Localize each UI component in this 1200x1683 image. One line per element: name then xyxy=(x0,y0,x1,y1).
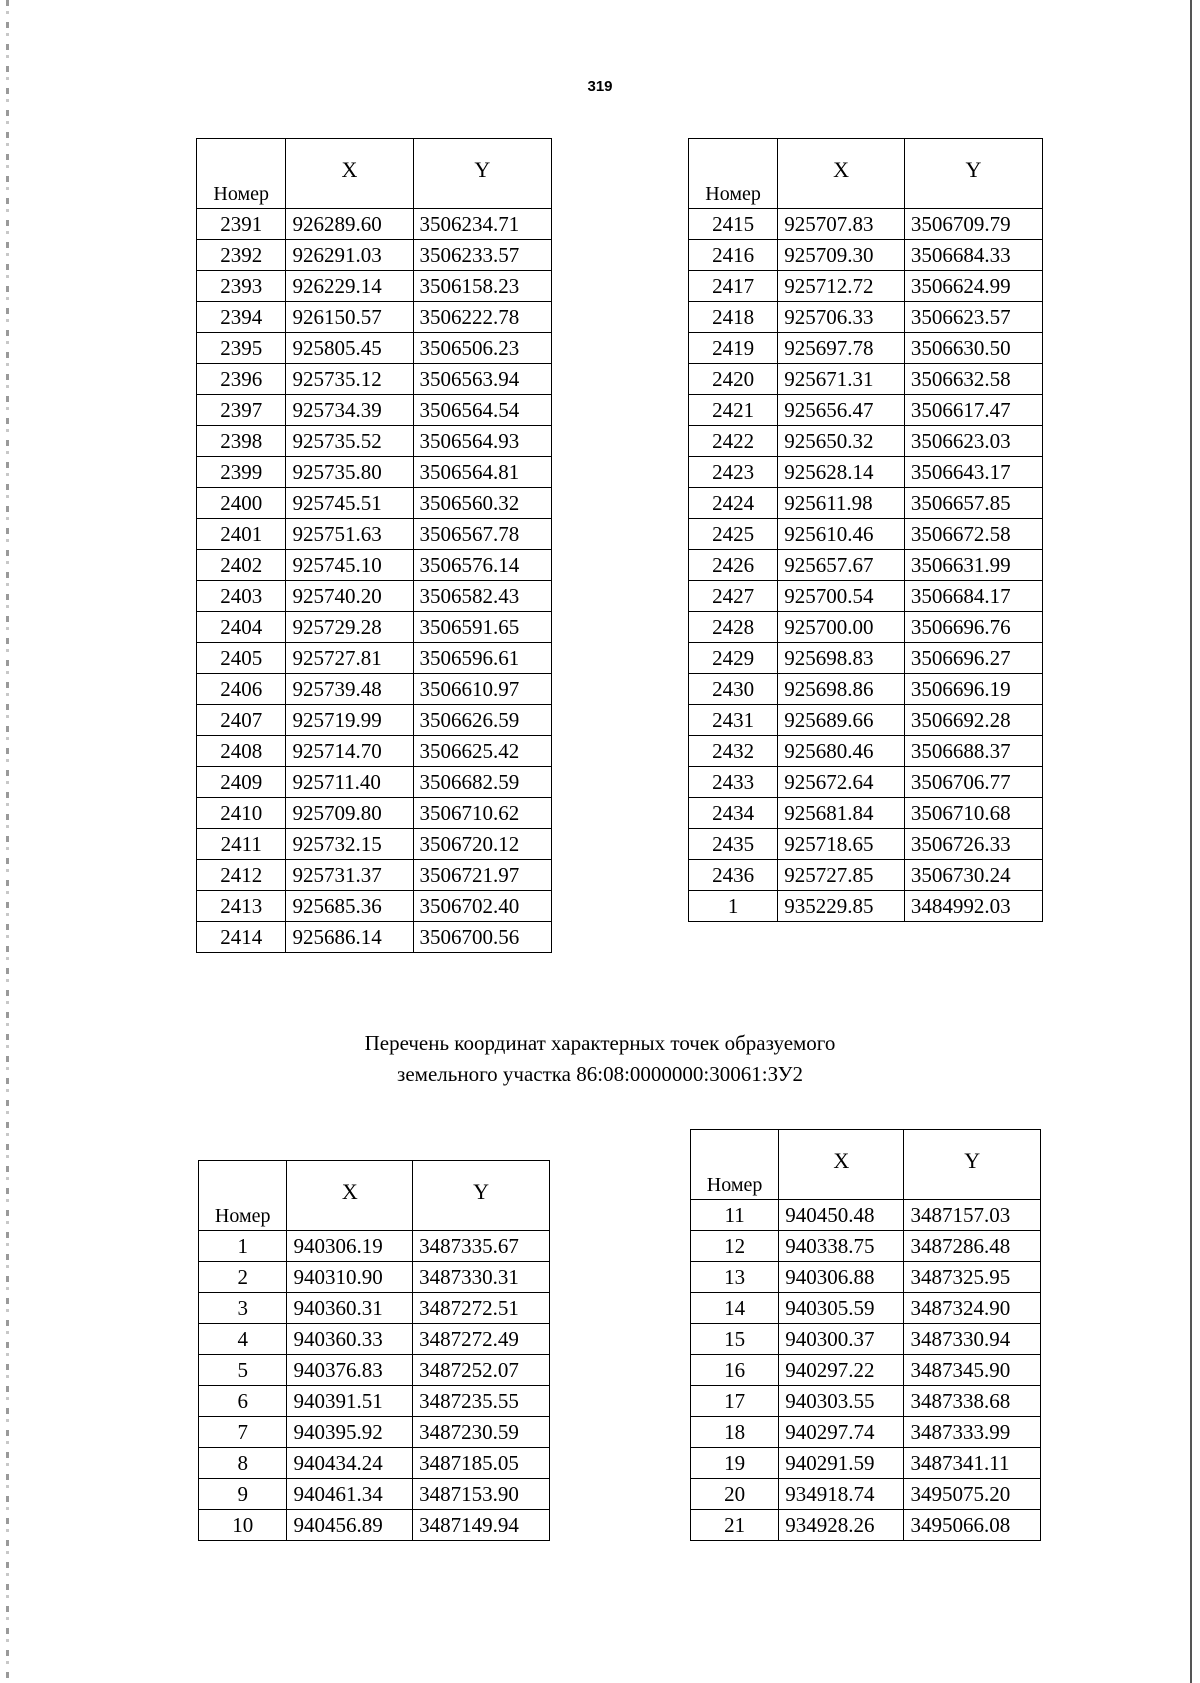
x-coordinate-cell: 925709.80 xyxy=(286,798,413,829)
point-number-cell: 20 xyxy=(691,1479,779,1510)
x-coordinate-cell: 926229.14 xyxy=(286,271,413,302)
x-coordinate-cell: 940297.74 xyxy=(779,1417,904,1448)
point-number-cell: 2396 xyxy=(197,364,286,395)
y-coordinate-cell: 3506563.94 xyxy=(413,364,551,395)
x-coordinate-cell: 925714.70 xyxy=(286,736,413,767)
y-coordinate-cell: 3506672.58 xyxy=(904,519,1042,550)
y-coordinate-cell: 3506576.14 xyxy=(413,550,551,581)
y-coordinate-cell: 3506610.97 xyxy=(413,674,551,705)
y-coordinate-cell: 3506657.85 xyxy=(904,488,1042,519)
point-number-cell: 2420 xyxy=(689,364,778,395)
table-header-row xyxy=(197,139,552,209)
x-coordinate-cell: 925729.28 xyxy=(286,612,413,643)
y-coordinate-cell: 3506730.24 xyxy=(904,860,1042,891)
x-coordinate-cell: 940450.48 xyxy=(779,1200,904,1231)
x-coordinate-cell: 940291.59 xyxy=(779,1448,904,1479)
page-number: 319 xyxy=(587,78,613,95)
table-row xyxy=(689,581,1043,612)
table-row xyxy=(197,798,552,829)
x-coordinate-cell: 940360.31 xyxy=(287,1293,413,1324)
point-number-cell: 2430 xyxy=(689,674,778,705)
y-coordinate-cell: 3506591.65 xyxy=(413,612,551,643)
table-row xyxy=(199,1262,550,1293)
x-coordinate-cell: 925628.14 xyxy=(778,457,905,488)
table-row xyxy=(197,891,552,922)
x-coordinate-cell: 925650.32 xyxy=(778,426,905,457)
table-row xyxy=(689,550,1043,581)
x-coordinate-cell: 925718.65 xyxy=(778,829,905,860)
x-coordinate-cell: 925672.64 xyxy=(778,767,905,798)
y-coordinate-cell: 3506721.97 xyxy=(413,860,551,891)
table-row xyxy=(689,705,1043,736)
table-row xyxy=(691,1324,1041,1355)
table-row xyxy=(689,736,1043,767)
point-number-cell: 11 xyxy=(691,1200,779,1231)
x-coordinate-cell: 940303.55 xyxy=(779,1386,904,1417)
table-row xyxy=(197,767,552,798)
point-number-cell: 5 xyxy=(199,1355,287,1386)
point-number-cell: 2419 xyxy=(689,333,778,364)
table-row xyxy=(199,1386,550,1417)
point-number-cell: 2397 xyxy=(197,395,286,426)
table-row xyxy=(199,1479,550,1510)
y-coordinate-cell: 3506624.99 xyxy=(904,271,1042,302)
y-coordinate-cell: 3487330.94 xyxy=(904,1324,1041,1355)
point-number-cell: 6 xyxy=(199,1386,287,1417)
table-row xyxy=(197,271,552,302)
header-number: Номер xyxy=(199,1161,287,1231)
x-coordinate-cell: 940305.59 xyxy=(779,1293,904,1324)
header-number: Номер xyxy=(691,1130,779,1200)
table-row xyxy=(199,1293,550,1324)
point-number-cell: 1 xyxy=(199,1231,287,1262)
table-header-row xyxy=(199,1161,550,1231)
x-coordinate-cell: 940300.37 xyxy=(779,1324,904,1355)
y-coordinate-cell: 3506506.23 xyxy=(413,333,551,364)
x-coordinate-cell: 925731.37 xyxy=(286,860,413,891)
table-row xyxy=(197,364,552,395)
table-row xyxy=(689,271,1043,302)
y-coordinate-cell: 3487338.68 xyxy=(904,1386,1041,1417)
point-number-cell: 14 xyxy=(691,1293,779,1324)
caption-line-1: Перечень координат характерных точек образуемого xyxy=(364,1031,836,1055)
x-coordinate-cell: 925751.63 xyxy=(286,519,413,550)
point-number-cell: 15 xyxy=(691,1324,779,1355)
scan-edge-right xyxy=(1190,0,1192,1683)
point-number-cell: 2434 xyxy=(689,798,778,829)
y-coordinate-cell: 3506632.58 xyxy=(904,364,1042,395)
y-coordinate-cell: 3506684.17 xyxy=(904,581,1042,612)
table-row xyxy=(197,581,552,612)
x-coordinate-cell: 925709.30 xyxy=(778,240,905,271)
point-number-cell: 2411 xyxy=(197,829,286,860)
point-number-cell: 2399 xyxy=(197,457,286,488)
x-coordinate-cell: 926289.60 xyxy=(286,209,413,240)
y-coordinate-cell: 3487235.55 xyxy=(413,1386,550,1417)
table-row xyxy=(197,333,552,364)
table-row xyxy=(199,1324,550,1355)
x-coordinate-cell: 925745.10 xyxy=(286,550,413,581)
table-row xyxy=(689,209,1043,240)
point-number-cell: 2404 xyxy=(197,612,286,643)
x-coordinate-cell: 925698.83 xyxy=(778,643,905,674)
y-coordinate-cell: 3506643.17 xyxy=(904,457,1042,488)
point-number-cell: 2402 xyxy=(197,550,286,581)
table-row xyxy=(691,1355,1041,1386)
y-coordinate-cell: 3487149.94 xyxy=(413,1510,550,1541)
table-row xyxy=(689,674,1043,705)
point-number-cell: 2428 xyxy=(689,612,778,643)
y-coordinate-cell: 3495075.20 xyxy=(904,1479,1041,1510)
y-coordinate-cell: 3506596.61 xyxy=(413,643,551,674)
point-number-cell: 13 xyxy=(691,1262,779,1293)
table-row xyxy=(689,395,1043,426)
y-coordinate-cell: 3506682.59 xyxy=(413,767,551,798)
y-coordinate-cell: 3506706.77 xyxy=(904,767,1042,798)
table-row xyxy=(689,829,1043,860)
table-row xyxy=(197,302,552,333)
point-number-cell: 18 xyxy=(691,1417,779,1448)
y-coordinate-cell: 3506233.57 xyxy=(413,240,551,271)
point-number-cell: 2435 xyxy=(689,829,778,860)
point-number-cell: 8 xyxy=(199,1448,287,1479)
coordinates-table-top-right xyxy=(688,138,1043,922)
x-coordinate-cell: 925700.54 xyxy=(778,581,905,612)
x-coordinate-cell: 925727.81 xyxy=(286,643,413,674)
x-coordinate-cell: 925735.52 xyxy=(286,426,413,457)
y-coordinate-cell: 3506625.42 xyxy=(413,736,551,767)
y-coordinate-cell: 3506684.33 xyxy=(904,240,1042,271)
point-number-cell: 1 xyxy=(689,891,778,922)
y-coordinate-cell: 3506630.50 xyxy=(904,333,1042,364)
point-number-cell: 2413 xyxy=(197,891,286,922)
point-number-cell: 19 xyxy=(691,1448,779,1479)
y-coordinate-cell: 3506700.56 xyxy=(413,922,551,953)
table-row xyxy=(691,1200,1041,1231)
table-row xyxy=(197,922,552,953)
point-number-cell: 2431 xyxy=(689,705,778,736)
point-number-cell: 2395 xyxy=(197,333,286,364)
table-row xyxy=(689,860,1043,891)
table-row xyxy=(691,1417,1041,1448)
table-row xyxy=(197,519,552,550)
coordinates-table-bottom-left xyxy=(198,1160,550,1541)
x-coordinate-cell: 934928.26 xyxy=(779,1510,904,1541)
header-y: Y xyxy=(413,1161,550,1231)
point-number-cell: 16 xyxy=(691,1355,779,1386)
point-number-cell: 2422 xyxy=(689,426,778,457)
x-coordinate-cell: 925686.14 xyxy=(286,922,413,953)
y-coordinate-cell: 3487272.51 xyxy=(413,1293,550,1324)
y-coordinate-cell: 3506710.68 xyxy=(904,798,1042,829)
table-row xyxy=(689,798,1043,829)
y-coordinate-cell: 3506564.93 xyxy=(413,426,551,457)
y-coordinate-cell: 3487153.90 xyxy=(413,1479,550,1510)
x-coordinate-cell: 940360.33 xyxy=(287,1324,413,1355)
coordinates-table-top-left xyxy=(196,138,552,953)
y-coordinate-cell: 3506688.37 xyxy=(904,736,1042,767)
point-number-cell: 2392 xyxy=(197,240,286,271)
table-row xyxy=(689,333,1043,364)
y-coordinate-cell: 3506560.32 xyxy=(413,488,551,519)
point-number-cell: 9 xyxy=(199,1479,287,1510)
point-number-cell: 2407 xyxy=(197,705,286,736)
table-row xyxy=(689,612,1043,643)
section-caption xyxy=(0,1028,1200,1090)
table-row xyxy=(689,302,1043,333)
x-coordinate-cell: 925697.78 xyxy=(778,333,905,364)
x-coordinate-cell: 940297.22 xyxy=(779,1355,904,1386)
table-row xyxy=(197,674,552,705)
point-number-cell: 2418 xyxy=(689,302,778,333)
point-number-cell: 2425 xyxy=(689,519,778,550)
y-coordinate-cell: 3484992.03 xyxy=(904,891,1042,922)
y-coordinate-cell: 3487345.90 xyxy=(904,1355,1041,1386)
y-coordinate-cell: 3487286.48 xyxy=(904,1231,1041,1262)
y-coordinate-cell: 3506702.40 xyxy=(413,891,551,922)
x-coordinate-cell: 925610.46 xyxy=(778,519,905,550)
x-coordinate-cell: 926291.03 xyxy=(286,240,413,271)
x-coordinate-cell: 925671.31 xyxy=(778,364,905,395)
point-number-cell: 2403 xyxy=(197,581,286,612)
table-row xyxy=(197,612,552,643)
y-coordinate-cell: 3506158.23 xyxy=(413,271,551,302)
point-number-cell: 2405 xyxy=(197,643,286,674)
table-row xyxy=(691,1262,1041,1293)
y-coordinate-cell: 3487325.95 xyxy=(904,1262,1041,1293)
table-row xyxy=(689,426,1043,457)
x-coordinate-cell: 940306.19 xyxy=(287,1231,413,1262)
x-coordinate-cell: 925727.85 xyxy=(778,860,905,891)
point-number-cell: 2401 xyxy=(197,519,286,550)
x-coordinate-cell: 925656.47 xyxy=(778,395,905,426)
x-coordinate-cell: 940395.92 xyxy=(287,1417,413,1448)
header-number: Номер xyxy=(689,139,778,209)
point-number-cell: 21 xyxy=(691,1510,779,1541)
point-number-cell: 2423 xyxy=(689,457,778,488)
y-coordinate-cell: 3506222.78 xyxy=(413,302,551,333)
point-number-cell: 12 xyxy=(691,1231,779,1262)
point-number-cell: 2427 xyxy=(689,581,778,612)
y-coordinate-cell: 3506696.76 xyxy=(904,612,1042,643)
header-y: Y xyxy=(904,1130,1041,1200)
table-row xyxy=(199,1355,550,1386)
y-coordinate-cell: 3487185.05 xyxy=(413,1448,550,1479)
point-number-cell: 2421 xyxy=(689,395,778,426)
table-row xyxy=(199,1231,550,1262)
point-number-cell: 2433 xyxy=(689,767,778,798)
x-coordinate-cell: 935229.85 xyxy=(778,891,905,922)
y-coordinate-cell: 3506710.62 xyxy=(413,798,551,829)
table-row xyxy=(197,860,552,891)
x-coordinate-cell: 925735.12 xyxy=(286,364,413,395)
point-number-cell: 2408 xyxy=(197,736,286,767)
table-row xyxy=(691,1386,1041,1417)
y-coordinate-cell: 3506623.03 xyxy=(904,426,1042,457)
table-row xyxy=(691,1510,1041,1541)
y-coordinate-cell: 3487157.03 xyxy=(904,1200,1041,1231)
point-number-cell: 2393 xyxy=(197,271,286,302)
x-coordinate-cell: 940310.90 xyxy=(287,1262,413,1293)
point-number-cell: 2429 xyxy=(689,643,778,674)
table-header-row xyxy=(691,1130,1041,1200)
x-coordinate-cell: 925700.00 xyxy=(778,612,905,643)
y-coordinate-cell: 3506726.33 xyxy=(904,829,1042,860)
y-coordinate-cell: 3506564.81 xyxy=(413,457,551,488)
x-coordinate-cell: 925707.83 xyxy=(778,209,905,240)
x-coordinate-cell: 925735.80 xyxy=(286,457,413,488)
table-row xyxy=(197,395,552,426)
table-row xyxy=(197,488,552,519)
table-row xyxy=(197,457,552,488)
x-coordinate-cell: 925685.36 xyxy=(286,891,413,922)
table-row xyxy=(689,891,1043,922)
table-row xyxy=(689,643,1043,674)
point-number-cell: 3 xyxy=(199,1293,287,1324)
x-coordinate-cell: 925745.51 xyxy=(286,488,413,519)
point-number-cell: 2398 xyxy=(197,426,286,457)
x-coordinate-cell: 940456.89 xyxy=(287,1510,413,1541)
point-number-cell: 2416 xyxy=(689,240,778,271)
point-number-cell: 2412 xyxy=(197,860,286,891)
x-coordinate-cell: 925734.39 xyxy=(286,395,413,426)
table-row xyxy=(199,1417,550,1448)
y-coordinate-cell: 3487252.07 xyxy=(413,1355,550,1386)
y-coordinate-cell: 3487333.99 xyxy=(904,1417,1041,1448)
y-coordinate-cell: 3506631.99 xyxy=(904,550,1042,581)
y-coordinate-cell: 3506564.54 xyxy=(413,395,551,426)
table-row xyxy=(691,1293,1041,1324)
header-x: X xyxy=(286,139,413,209)
x-coordinate-cell: 926150.57 xyxy=(286,302,413,333)
table-row xyxy=(689,240,1043,271)
y-coordinate-cell: 3506582.43 xyxy=(413,581,551,612)
table-row xyxy=(197,240,552,271)
point-number-cell: 2391 xyxy=(197,209,286,240)
x-coordinate-cell: 925712.72 xyxy=(778,271,905,302)
y-coordinate-cell: 3487341.11 xyxy=(904,1448,1041,1479)
x-coordinate-cell: 925732.15 xyxy=(286,829,413,860)
table-row xyxy=(691,1479,1041,1510)
x-coordinate-cell: 925740.20 xyxy=(286,581,413,612)
y-coordinate-cell: 3487330.31 xyxy=(413,1262,550,1293)
point-number-cell: 2417 xyxy=(689,271,778,302)
point-number-cell: 2424 xyxy=(689,488,778,519)
x-coordinate-cell: 934918.74 xyxy=(779,1479,904,1510)
caption-line-2: земельного участка 86:08:0000000:30061:ЗУ2 xyxy=(397,1062,803,1086)
scan-edge-left xyxy=(6,0,9,1683)
y-coordinate-cell: 3506234.71 xyxy=(413,209,551,240)
table-row xyxy=(197,550,552,581)
x-coordinate-cell: 925611.98 xyxy=(778,488,905,519)
y-coordinate-cell: 3506623.57 xyxy=(904,302,1042,333)
x-coordinate-cell: 925805.45 xyxy=(286,333,413,364)
table-row xyxy=(197,829,552,860)
table-row xyxy=(689,364,1043,395)
point-number-cell: 2394 xyxy=(197,302,286,333)
x-coordinate-cell: 940338.75 xyxy=(779,1231,904,1262)
point-number-cell: 7 xyxy=(199,1417,287,1448)
y-coordinate-cell: 3487272.49 xyxy=(413,1324,550,1355)
x-coordinate-cell: 925680.46 xyxy=(778,736,905,767)
table-row xyxy=(691,1448,1041,1479)
header-y: Y xyxy=(413,139,551,209)
point-number-cell: 2410 xyxy=(197,798,286,829)
table-row xyxy=(689,488,1043,519)
point-number-cell: 2409 xyxy=(197,767,286,798)
y-coordinate-cell: 3487324.90 xyxy=(904,1293,1041,1324)
y-coordinate-cell: 3506692.28 xyxy=(904,705,1042,736)
point-number-cell: 2426 xyxy=(689,550,778,581)
x-coordinate-cell: 925698.86 xyxy=(778,674,905,705)
table-header-row xyxy=(689,139,1043,209)
y-coordinate-cell: 3487335.67 xyxy=(413,1231,550,1262)
table-row xyxy=(689,457,1043,488)
x-coordinate-cell: 925719.99 xyxy=(286,705,413,736)
point-number-cell: 2436 xyxy=(689,860,778,891)
y-coordinate-cell: 3506567.78 xyxy=(413,519,551,550)
point-number-cell: 2400 xyxy=(197,488,286,519)
y-coordinate-cell: 3495066.08 xyxy=(904,1510,1041,1541)
table-row xyxy=(197,426,552,457)
y-coordinate-cell: 3487230.59 xyxy=(413,1417,550,1448)
x-coordinate-cell: 940376.83 xyxy=(287,1355,413,1386)
point-number-cell: 10 xyxy=(199,1510,287,1541)
header-number: Номер xyxy=(197,139,286,209)
header-x: X xyxy=(778,139,905,209)
table-row xyxy=(197,736,552,767)
point-number-cell: 17 xyxy=(691,1386,779,1417)
point-number-cell: 2406 xyxy=(197,674,286,705)
point-number-cell: 4 xyxy=(199,1324,287,1355)
header-x: X xyxy=(779,1130,904,1200)
point-number-cell: 2414 xyxy=(197,922,286,953)
x-coordinate-cell: 925689.66 xyxy=(778,705,905,736)
x-coordinate-cell: 925681.84 xyxy=(778,798,905,829)
y-coordinate-cell: 3506709.79 xyxy=(904,209,1042,240)
y-coordinate-cell: 3506626.59 xyxy=(413,705,551,736)
table-row xyxy=(689,519,1043,550)
point-number-cell: 2 xyxy=(199,1262,287,1293)
table-row xyxy=(197,643,552,674)
point-number-cell: 2432 xyxy=(689,736,778,767)
point-number-cell: 2415 xyxy=(689,209,778,240)
header-x: X xyxy=(287,1161,413,1231)
table-row xyxy=(199,1448,550,1479)
x-coordinate-cell: 940434.24 xyxy=(287,1448,413,1479)
coordinates-table-bottom-right xyxy=(690,1129,1041,1541)
x-coordinate-cell: 925711.40 xyxy=(286,767,413,798)
y-coordinate-cell: 3506696.19 xyxy=(904,674,1042,705)
x-coordinate-cell: 940306.88 xyxy=(779,1262,904,1293)
table-row xyxy=(197,209,552,240)
x-coordinate-cell: 925706.33 xyxy=(778,302,905,333)
table-row xyxy=(691,1231,1041,1262)
x-coordinate-cell: 940391.51 xyxy=(287,1386,413,1417)
x-coordinate-cell: 940461.34 xyxy=(287,1479,413,1510)
y-coordinate-cell: 3506617.47 xyxy=(904,395,1042,426)
x-coordinate-cell: 925657.67 xyxy=(778,550,905,581)
table-row xyxy=(689,767,1043,798)
y-coordinate-cell: 3506720.12 xyxy=(413,829,551,860)
table-row xyxy=(199,1510,550,1541)
y-coordinate-cell: 3506696.27 xyxy=(904,643,1042,674)
table-row xyxy=(197,705,552,736)
header-y: Y xyxy=(904,139,1042,209)
x-coordinate-cell: 925739.48 xyxy=(286,674,413,705)
